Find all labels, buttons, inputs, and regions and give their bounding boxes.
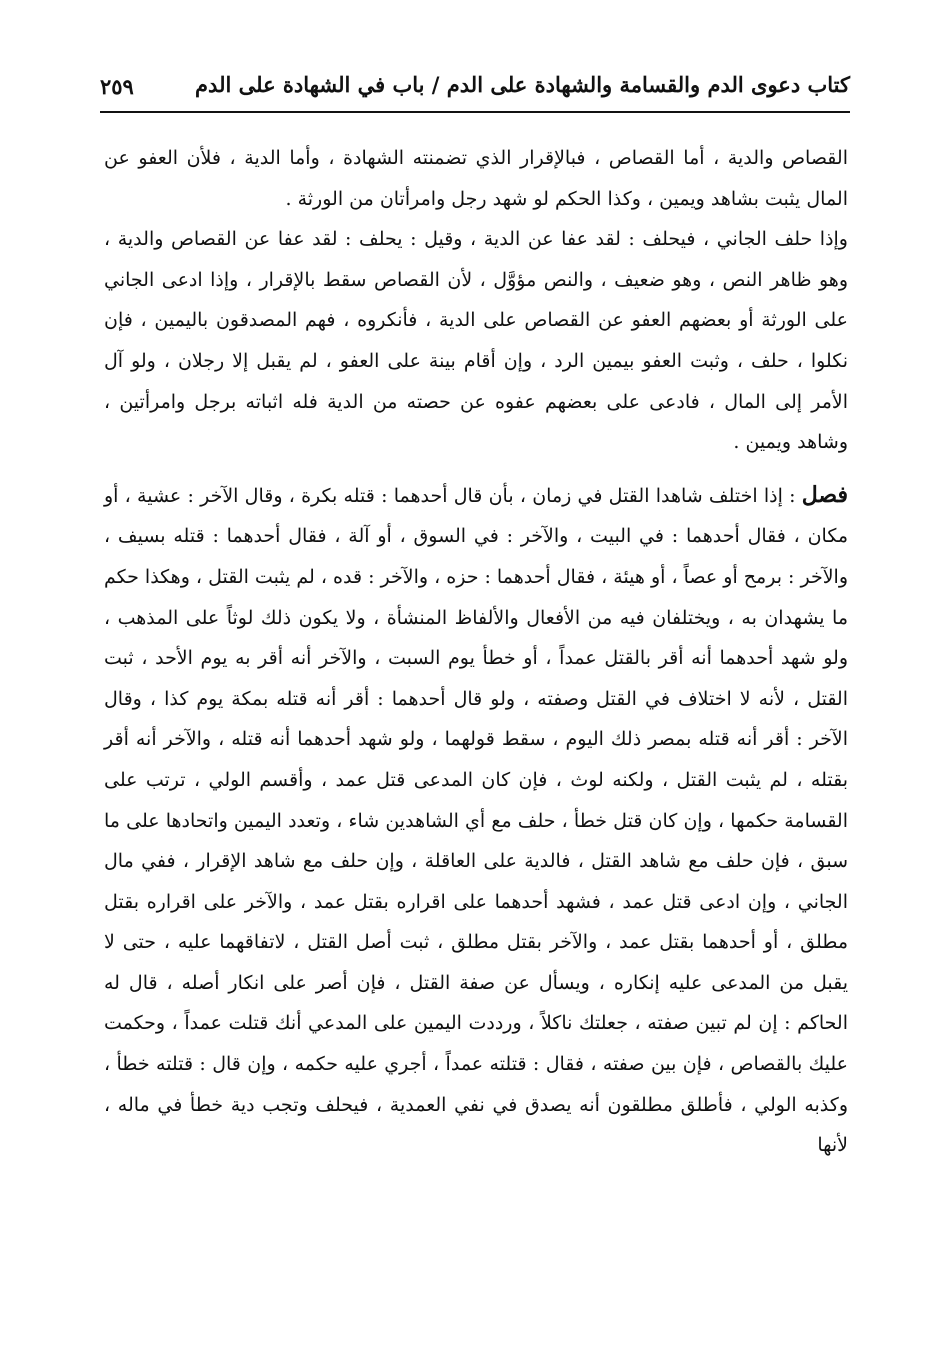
header-rule [100, 111, 850, 113]
paragraph-3 [104, 475, 848, 1166]
paragraph-1: القصاص والدية ، أما القصاص ، فبالإقرار الذي تضمنته الشهادة ، وأما الدية ، فلأن العفو عن المال يثبت بشاهد ويمين ، وكذا الحكم لو شهد رجل وامرأتان من الورثة . [104, 147, 848, 210]
paragraph-2: وإذا حلف الجاني ، فيحلف : لقد عفا عن الدية ، وقيل : يحلف : لقد عفا عن القصاص والدية ، وهو ظاهر النص ، وهو ضعيف ، والنص مؤوَّل ، لأن القصاص سقط بالإقرار ، وإذا ادعى الجاني على الورثة أو بعضهم العفو عن القصاص على الدية ، فأنكروه ، فهم المصدقون باليمين ، فإن نكلوا ، حلف ، وثبت العفو بيمين الرد ، وإن أقام بينة على العفو ، لم يقبل إلا رجلان ، ولو آل الأمر إلى المال ، فادعى على بعضهم عفوه عن حصته من الدية فله اثباته برجل وامرأتين ، وشاهد ويمين . [104, 228, 848, 454]
body-text [104, 138, 848, 1166]
running-title: كتاب دعوى الدم والقسامة والشهادة على الدم / باب في الشهادة على الدم [195, 72, 850, 97]
paragraph-3-text: : إذا اختلف شاهدا القتل في زمان ، بأن قال أحدهما : قتله بكرة ، وقال الآخر : عشية ، أو مكان ، فقال أحدهما : في البيت ، والآخر : في السوق ، أو آلة ، فقال أحدهما : قتله بسيف ، والآخر : برمح أو عصاً ، أو هيئة ، فقال أحدهما : حزه ، والآخر : قده ، لم يثبت القتل ، وهكذا حكم ما يشهدان به ، ويختلفان فيه من الأفعال والألفاظ المنشأة ، ولا يكون ذلك لوثاً على المذهب ، ولو شهد أحدهما أنه أقر بالقتل عمداً ، أو خطأ يوم السبت ، والآخر أنه أقر به يوم الأحد ، ثبت القتل ، لأنه لا اختلاف في القتل وصفته ، ولو قال أحدهما : أقر أنه قتله بمكة يوم كذا ، وقال الآخر : أقر أنه قتله بمصر ذلك اليوم ، سقط قولهما ، ولو شهد أحدهما أنه قتله ، والآخر أنه أقر بقتله ، لم يثبت القتل ، ولكنه لوث ، فإن كان المدعى قتل عمد ، وأقسم الولي ، ترتب على القسامة حكمها ، وإن كان قتل خطأ ، حلف مع أي الشاهدين شاء ، وتعدد اليمين واتحادها على ما سبق ، فإن حلف مع شاهد القتل ، فالدية على العاقلة ، وإن حلف مع شاهد الإقرار ، ففي مال الجاني ، وإن ادعى قتل عمد ، فشهد أحدهما على اقراره بقتل عمد ، والآخر على اقراره بقتل مطلق ، أو أحدهما بقتل عمد ، والآخر بقتل مطلق ، ثبت أصل القتل ، لاتفاقهما عليه ، حتى لا يقبل من المدعى عليه إنكاره ، ويسأل عن صفة القتل ، فإن أصر على انكار أصله ، قال له الحاكم : إن لم تبين صفته ، جعلتك ناكلاً ، ورددت اليمين على المدعي أنك قتلت عمداً ، وحكمت عليك بالقصاص ، فإن بين صفته ، فقال : قتلته عمداً ، أجري عليه حكمه ، وإن قال : قتلته خطأ ، وكذبه الولي ، فأطلق مطلقون أنه يصدق في نفي العمدية ، فيحلف وتجب دية خطأ في ماله ، لأنها [104, 484, 848, 1157]
section-heading-word: فصل [801, 481, 848, 508]
paragraph-gap [104, 463, 848, 475]
page-number: ٢٥٩ [100, 74, 134, 99]
page-header [100, 70, 850, 108]
